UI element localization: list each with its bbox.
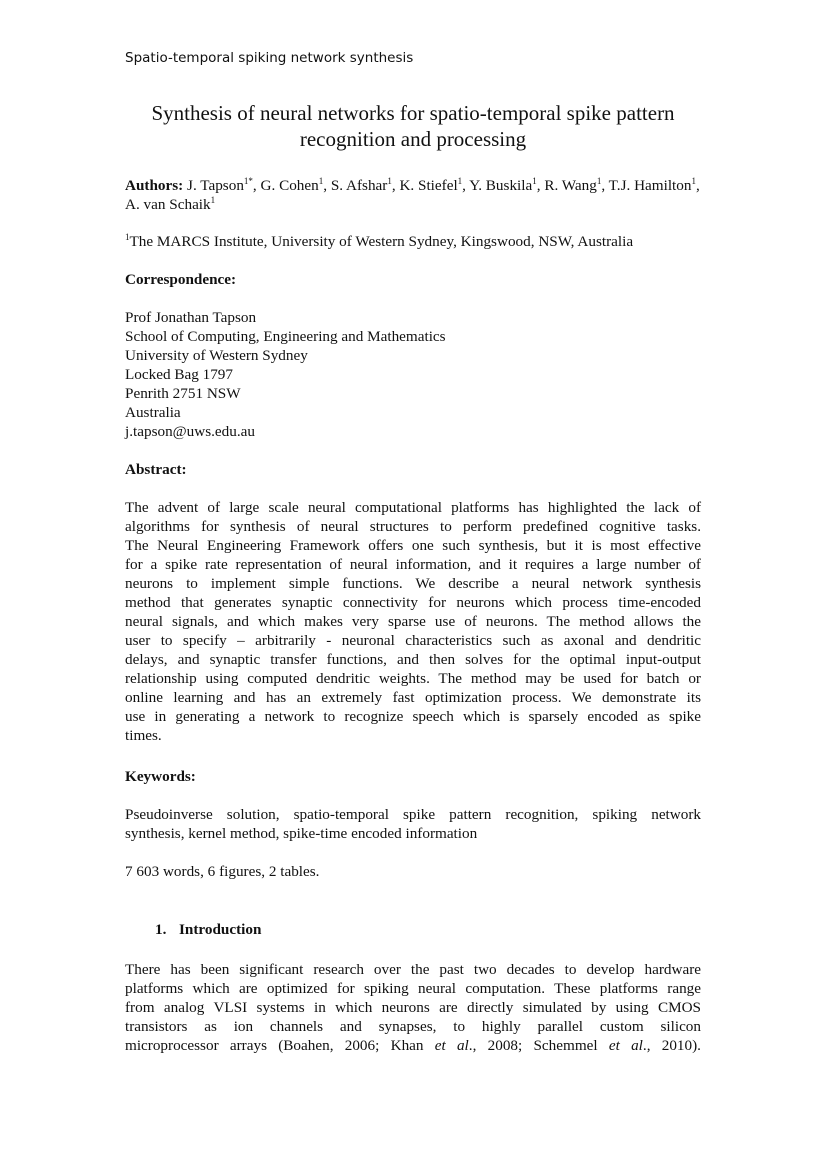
author-name: S. Afshar (330, 177, 388, 194)
abstract-line: user to specify – arbitrarily - neuronal characteristics such as axonal and dendritic (125, 632, 701, 649)
correspondence-line: University of Western Sydney (125, 347, 308, 364)
intro-italic: et al (434, 1037, 469, 1054)
abstract-body (125, 498, 701, 745)
author-name: T.J. Hamilton (608, 177, 692, 194)
abstract-line: relationship using computed dendritic weights. The method may be used for batch or (125, 670, 701, 687)
intro-line: transistors as ion channels and synapses, to highly parallel custom silicon (125, 1018, 701, 1035)
author-name: K. Stiefel (399, 177, 458, 194)
author-affiliation-sup: 1 (318, 175, 324, 186)
title-line-2: recognition and processing (299, 127, 527, 151)
author-affiliation-sup: 1 (457, 175, 463, 186)
correspondence-line: School of Computing, Engineering and Mathematics (125, 328, 446, 345)
authors (125, 176, 701, 214)
keywords-body (125, 805, 701, 843)
affiliation (125, 232, 701, 251)
abstract-line: for a spike rate representation of neural information, and it requires a large number of (125, 556, 701, 573)
intro-text: ., 2008; Schemmel (468, 1037, 609, 1054)
author-affiliation-sup: 1* (243, 175, 253, 186)
author-affiliation-sup: 1 (387, 175, 392, 186)
keywords-heading: Keywords: (125, 768, 196, 785)
author-name: A. van Schaik (125, 196, 211, 213)
abstract-line: The Neural Engineering Framework offers one such synthesis, but it is most effective (125, 537, 701, 554)
author-separator: , (252, 177, 261, 194)
correspondence-email: j.tapson@uws.edu.au (125, 423, 255, 440)
affiliation-text: The MARCS Institute, University of Western Sydney, Kingswood, NSW, Australia (129, 233, 634, 250)
intro-italic: et al (608, 1037, 643, 1054)
section-number: 1. (155, 921, 167, 938)
author-affiliation-sup: 1 (691, 175, 696, 186)
affiliation-sup: 1 (125, 231, 130, 242)
abstract-line: neurons to implement simple functions. We describe a neural network synthesis (125, 575, 701, 592)
author-name: G. Cohen (260, 177, 319, 194)
word-count: 7 603 words, 6 figures, 2 tables. (125, 863, 320, 880)
abstract-line: delays, and synaptic transfer functions, and then solves for the optimal input-output (125, 651, 701, 668)
author-separator: , (601, 177, 609, 194)
abstract-line: algorithms for synthesis of neural structures to perform predefined cognitive tasks. (125, 518, 701, 535)
intro-line: There has been significant research over the past two decades to develop hardware (125, 961, 701, 978)
author-list (125, 177, 700, 213)
intro-line: platforms which are optimized for spiking neural computation. These platforms range (125, 980, 701, 997)
keywords-line: Pseudoinverse solution, spatio-temporal spike pattern recognition, spiking network (125, 806, 701, 823)
author-name: J. Tapson (187, 177, 244, 194)
abstract-line: use in generating a network to recognize speech which is sparsely encoded as spike (125, 708, 701, 725)
title-line-1: Synthesis of neural networks for spatio-temporal spike pattern (151, 101, 675, 125)
author-separator: , (536, 177, 545, 194)
intro-body (125, 960, 701, 1055)
correspondence-line: Prof Jonathan Tapson (125, 309, 257, 326)
keywords-line: synthesis, kernel method, spike-time encoded information (125, 825, 478, 842)
author-name: Y. Buskila (469, 177, 533, 194)
correspondence-line: Penrith 2751 NSW (125, 385, 241, 402)
abstract-line: The advent of large scale neural computational platforms has highlighted the lack of (125, 499, 701, 516)
author-separator: , (391, 177, 400, 194)
author-affiliation-sup: 1 (532, 175, 537, 186)
section-heading (155, 921, 261, 939)
running-header: Spatio-temporal spiking network synthesis (125, 50, 414, 66)
author-separator: , (462, 177, 470, 194)
authors-label: Authors: (125, 177, 184, 194)
correspondence-heading: Correspondence: (125, 271, 237, 288)
correspondence-address (125, 308, 701, 441)
author-separator: , (695, 177, 700, 194)
paper-title (100, 100, 726, 152)
abstract-heading: Abstract: (125, 461, 187, 478)
author-affiliation-sup: 1 (210, 194, 216, 205)
section-title: Introduction (179, 921, 262, 938)
abstract-line: method that generates synaptic connectivity for neurons which process time-encoded (125, 594, 701, 611)
intro-line (125, 1036, 701, 1055)
correspondence-line: Australia (125, 404, 181, 421)
abstract-line: online learning and has an extremely fast optimization process. We demonstrate its (125, 689, 701, 706)
intro-text: ., 2010). (642, 1037, 701, 1054)
author-separator: , (323, 177, 331, 194)
author-name: R. Wang (544, 177, 597, 194)
author-affiliation-sup: 1 (596, 175, 602, 186)
correspondence-line: Locked Bag 1797 (125, 366, 233, 383)
intro-text: microprocessor arrays (Boahen, 2006; Khan (125, 1037, 435, 1054)
abstract-line: neural signals, and which makes very sparse use of neurons. The method allows the (125, 613, 701, 630)
intro-line: from analog VLSI systems in which neurons are directly simulated by using CMOS (125, 999, 701, 1016)
abstract-line: times. (125, 727, 162, 744)
